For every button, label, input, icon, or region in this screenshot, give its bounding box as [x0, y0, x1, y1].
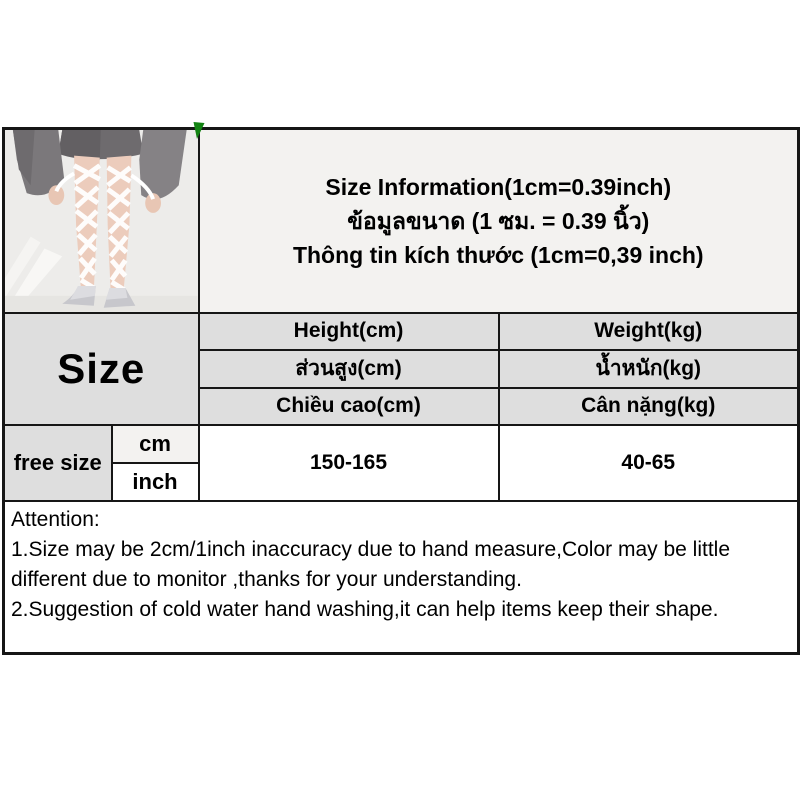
- weight-header-en: Weight(kg): [499, 313, 799, 350]
- product-photo: [5, 130, 198, 312]
- header-line-english: Size Information(1cm=0.39inch): [325, 173, 672, 200]
- attention-note-2: 2.Suggestion of cold water hand washing,it can help items keep their shape.: [11, 597, 719, 621]
- weight-value-cell: 40-65: [499, 425, 799, 501]
- weight-header-vi: Cân nặng(kg): [499, 388, 799, 425]
- header-line-thai: ข้อมูลขนาด (1 ซม. = 0.39 นิ้ว): [347, 207, 650, 234]
- attention-title: Attention:: [11, 507, 100, 531]
- height-header-vi: Chiều cao(cm): [199, 388, 499, 425]
- size-label-cell: Size: [4, 313, 199, 425]
- height-value-cell: 150-165: [199, 425, 499, 501]
- size-information-header: [199, 129, 799, 313]
- height-header-th: ส่วนสูง(cm): [199, 350, 499, 388]
- attention-section: [4, 501, 799, 654]
- table-row: [4, 425, 799, 463]
- unit-inch-cell: inch: [112, 463, 199, 501]
- height-header-en: Height(cm): [199, 313, 499, 350]
- attention-note-1: 1.Size may be 2cm/1inch inaccuracy due to hand measure,Color may be little different due to monitor ,thanks for your understanding.: [11, 537, 731, 591]
- header-line-vietnamese: Thông tin kích thước (1cm=0,39 inch): [292, 241, 704, 268]
- product-photo-cell: [4, 129, 199, 313]
- unit-cm-cell: cm: [112, 425, 199, 463]
- green-corner-marker-icon: [193, 122, 205, 140]
- size-name-cell: free size: [4, 425, 112, 501]
- weight-header-th: น้ำหนัก(kg): [499, 350, 799, 388]
- size-chart-table: [2, 127, 800, 655]
